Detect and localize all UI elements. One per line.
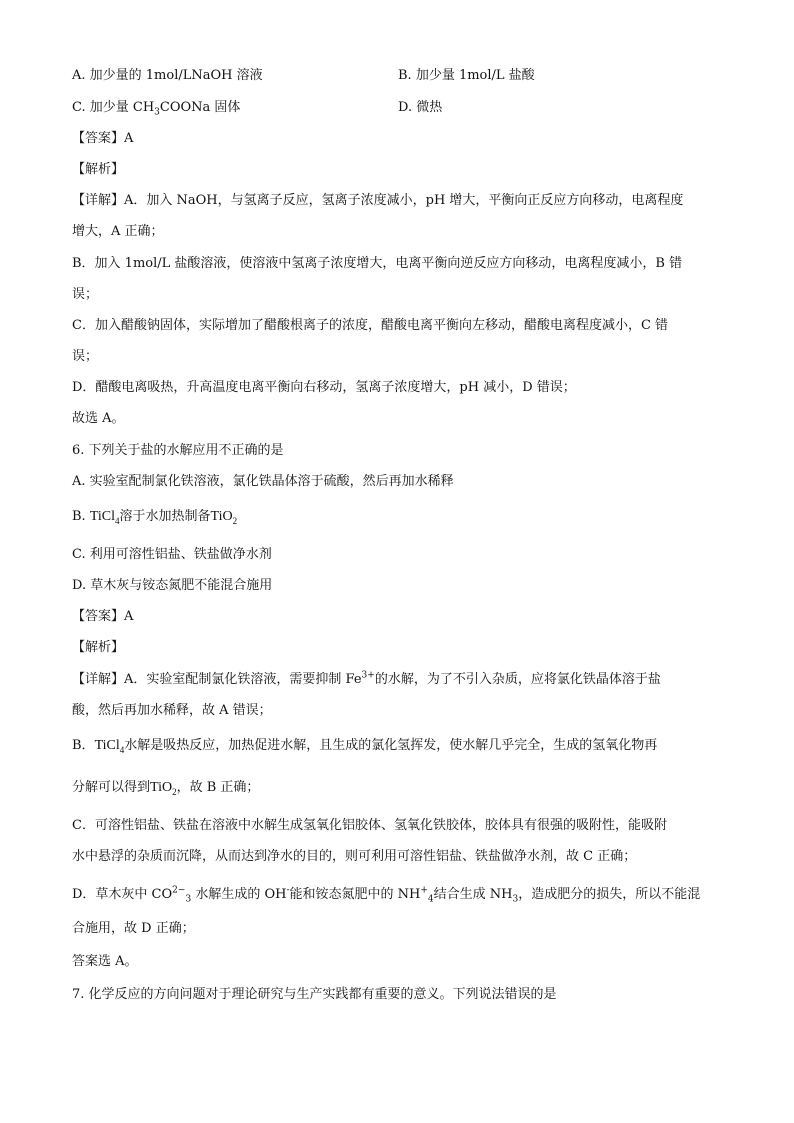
oh-charge: - [286,885,290,896]
q6-detail-b2-text: 分解可以得到 [72,780,151,795]
q6-answer: 【答案】A [72,609,134,624]
ticl-text: TiCl [89,509,116,524]
tio-detail-text: TiO [150,780,173,795]
q6-option-a: A. 实验室配制氯化铁溶液，氯化铁晶体溶于硫酸，然后再加水稀释 [72,474,454,489]
q6-detail-d-text-5: ，造成肥分的损失，所以不能混 [518,887,701,902]
q5-option-c-subscript: 3 [154,107,160,118]
q6-detail-c-line1: C．可溶性铝盐、铁盐在溶液中水解生成氢氧化铝胶体、氢氧化铁胶体，胶体具有很强的吸附性，能吸附 [72,818,667,833]
q5-conclusion: 故选 A。 [72,411,125,426]
q5-detail-d: D．醋酸电离吸热，升高温度电离平衡向右移动，氢离子浓度增大，pH 减小，D 错误； [72,380,576,395]
q6-conclusion: 答案选 A。 [72,954,138,969]
ticl4-formula [90,509,120,524]
fe-superscript: 3+ [361,670,375,681]
q5-option-c [72,99,240,117]
tio-text: TiO [210,509,233,524]
q5-option-d: D. 微热 [398,100,443,115]
q5-analysis-heading: 【解析】 [72,162,125,177]
q6-detail-d-line2: 合施用，故 D 正确； [72,921,195,936]
q6-detail-a-line2: 酸，然后再加水稀释，故 A 错误； [72,703,272,718]
q6-detail-b2-text-end: ，故 B 正确； [176,780,260,795]
q5-option-c-text-end: COONa 固体 [159,100,241,115]
co3-subscript: 3 [185,894,192,905]
q6-option-b [72,508,237,526]
q5-option-b: B. 加少量 1mol/L 盐酸 [398,68,535,83]
q6-analysis-heading: 【解析】 [72,640,125,655]
tio2-formula [211,509,238,524]
q6-detail-b-letter: B． [72,738,95,753]
q6-detail-a-text-end: 的水解，为了不引入杂质，应将氯化铁晶体溶于盐 [374,672,661,687]
q6-option-c: C. 利用可溶性铝盐、铁盐做净水剂 [72,547,272,562]
q6-option-d: D. 草木灰与铵态氮肥不能混合施用 [72,578,273,593]
nh3-subscript: 3 [512,894,519,905]
q6-detail-b-text: 水解是吸热反应，加热促进水解，且生成的氯化氢挥发，使水解几乎完全，生成的氢氧化物再 [124,738,658,753]
nh4-charge: + [420,885,428,896]
q5-detail-a-line2: 增大，A 正确； [72,224,164,239]
tio2-formula-detail [150,780,177,795]
q6-detail-b-line2 [72,779,259,797]
q5-detail-b-line1: B．加入 1mol/L 盐酸溶液，使溶液中氢离子浓度增大，电离平衡向逆反应方向移动，电离程度减小，B 错 [72,256,683,271]
q6-option-b-text: 溶于水加热制备 [119,509,211,524]
q5-detail-c-line1: C．加入醋酸钠固体，实际增加了醋酸根离子的浓度，醋酸电离平衡向左移动，醋酸电离程度减小，C 错 [72,318,669,333]
q5-answer: 【答案】A [72,131,134,146]
q6-stem: 6. 下列关于盐的水解应用不正确的是 [72,443,284,458]
co3-charge: 2− [172,885,186,896]
q5-detail-c-line2: 误； [72,349,99,364]
q5-detail-a-line1: 【详解】A．加入 NaOH，与氢离子反应，氢离子浓度减小，pH 增大，平衡向正反应方向移动，电离程度 [72,193,684,208]
q5-option-a: A. 加少量的 1mol/LNaOH 溶液 [72,68,263,83]
nh4-subscript: 4 [427,894,434,905]
q6-detail-d-line1 [72,886,700,904]
ticl-detail-text: TiCl [94,738,120,753]
q6-detail-c-line2: 水中悬浮的杂质而沉降，从而达到净水的目的，则可利用可溶性铝盐、铁盐做净水剂，故 C 正确； [72,849,637,864]
q7-stem: 7. 化学反应的方向问题对于理论研究与生产实践都有重要的意义。下列说法错误的是 [72,987,557,1002]
q6-detail-d-text: D．草木灰中 CO [72,887,173,902]
ticl-detail-subscript: 4 [119,744,125,755]
ticl4-formula-detail [95,738,125,753]
q6-detail-d-text-4: 结合生成 NH [433,887,513,902]
q5-option-c-text: C. 加少量 CH [72,100,155,115]
q6-detail-d-text-2: 水解生成的 OH [191,887,287,902]
q6-detail-d-text-3: 能和铵态氮肥中的 NH [289,887,421,902]
q6-detail-a-line1 [72,671,661,689]
q5-detail-b-line2: 误； [72,287,99,302]
q6-detail-b-line1 [72,737,657,755]
q6-option-b-letter: B. [72,509,90,524]
ticl-subscript: 4 [115,515,120,526]
tio-detail-subscript: 2 [172,786,177,797]
tio-subscript: 2 [232,515,238,526]
q6-detail-a-text: 【详解】A．实验室配制氯化铁溶液，需要抑制 Fe [72,672,362,687]
